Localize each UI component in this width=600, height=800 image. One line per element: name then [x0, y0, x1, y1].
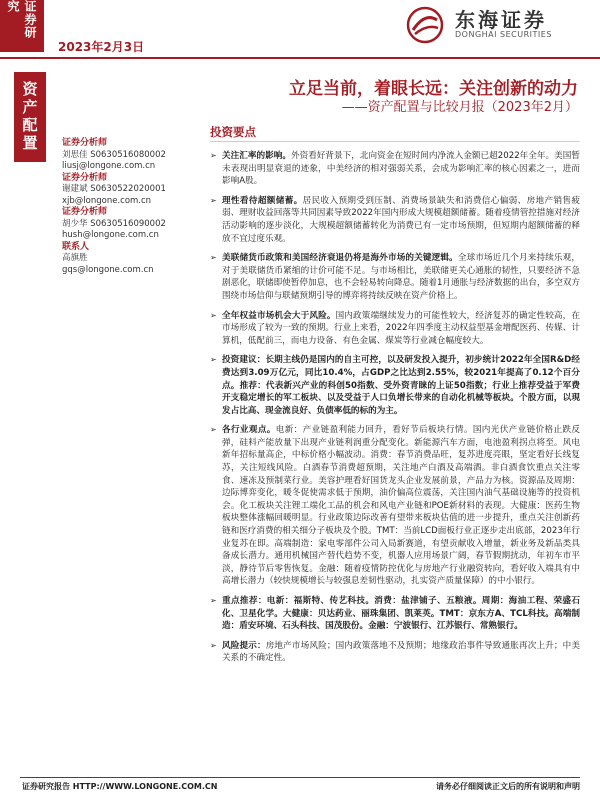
footer-divider: [20, 777, 580, 778]
bullet-point: [210, 640, 580, 665]
analyst-name: 胡少华 S0630516090002: [62, 218, 166, 229]
bullet-text: 居民收入预期受到压制、消费场景缺失和消费信心偏弱、房地产销售疲弱、理财收益回落等共同因素导致2022年国内形成大规模超额储蓄。随着疫情管控措施对经济活动影响的逐步淡化，大规模超额储蓄转化为消费已有一定市场预期，但短期内超额储蓄的释放不宜过度乐观。: [222, 195, 580, 244]
bullet-point: [210, 150, 580, 188]
analyst-email: hush@longone.com.cn: [62, 230, 159, 240]
bullet-heading: 美联储货币政策和美国经济衰退仍将是海外市场的关键逻辑。: [222, 253, 458, 264]
bullet-text: 房地产市场风险；国内政策落地不及预期；地缘政治事件导致通胀再次上升；中美关系的不确定性。: [222, 640, 580, 664]
analyst-email: liusj@longone.com.cn: [62, 161, 156, 171]
bullet-text: 全球市场近几个月来持续乐观，对于美联储货币紧缩的计价可能不足。与市场相比，美联储更关心通胀的韧性，只要经济不急剧恶化，联储即使暂停加息，也不会轻易转向降息。随着1月通胀与经济数据的出台，多空双方围绕市场信仰与联储预期引导的博弈将持续反映在资产价格上。: [222, 253, 580, 301]
analyst-entry: [62, 138, 202, 173]
bullet-bold-text: 长期主线仍是国内的自主可控，以及研发投入提升，初步统计2022年全国R&D经费达到3.09万亿元，同比10.4%，占GDP之比达到2.55%，较2021年提高了0.12个百分点。推荐：代表新兴产业的科创50指数、受外资青睐的上证50指数；行业上推荐受益于军费开支稳定增长的军工板块、以及受益于人口负增长带来的自动化机械等板块。个股方面，以現发占比高、现金流良好、负债率低的标的为主。: [222, 355, 580, 416]
bullet-point: [210, 252, 580, 302]
analyst-entry: [62, 173, 202, 208]
analyst-role: 证券分析师: [62, 207, 108, 217]
bullet-point: [210, 424, 580, 588]
bullet-heading: 投资建议：: [222, 355, 266, 366]
analyst-entry: [62, 242, 202, 277]
bullet-point: [210, 310, 580, 348]
analyst-email: xjb@longone.com.cn: [62, 195, 152, 206]
bullet-bold-text: 电新：福斯特、传艺科技。消费：盐津铺子、五粮液。周期：海油工程、荣盛石化、卫星化学。大健康：贝达药业、丽珠集团、凯莱英。TMT：京东方A、TCL科技。高端制造：盾安环境、石头科技、国茂股份。金融：宁波银行、江苏银行、常熟银行。: [222, 596, 580, 632]
key-points-body: [210, 150, 580, 672]
bullet-heading: 风险提示：: [222, 640, 266, 651]
analyst-name: 刘思佳 S0630516080002: [62, 149, 166, 160]
bullet-text: 外资看好背景下，北向资金在短时间内净流入金额已超2022年全年。美国暂未表现出明显衰退的迹象，中美经济的相对强弱关系，会成为影响汇率的核心因素之一，进而影响A股。: [222, 151, 580, 187]
category-tab: 资产配置: [14, 72, 46, 162]
bullet-point: [210, 595, 580, 633]
bullet-heading: 理性看待超额储蓄。: [222, 195, 303, 206]
bullet-text: 电新：产业链盈利能力回升，看好节后板块行情。国内光伏产业链价格止跌反弹，硅料产能放量下出现产业链利润重分配变化。新能源汽车方面，电池盈利拐点将至。风电新年招标量高企，中标价格小幅波动。消费：春节消费品旺，复苏进度亮眼，坚定看好长线复苏，关注短线风险。白酒春节消费超预期，关注地产白酒及高端酒。非白酒食饮重点关注零食、速冻及预制菜行业。美容护理看好国货龙头企业发展前景，产品力为核。资源品及周期：边际博弈变化，暖冬促使需求低于预期，油价偏高位震荡，关注国内油气基础设施等的投资机会。化工板块关注锂工端化工品的机会和风电产业链和POE新材料的表现。大健康：医药生物板块整体涨幅回暖明显。行业政策边际改善有望带来板块估值的进一步提升，重点关注创新药链和医疗消费的相关细分子板块及个股。TMT：当前LCD面板行业正逐步走出底部，2023年行业复苏在即。高端制造：家电零部件公司入局新赛道，有望贡献收入增量，新业务及新品类具备成长潜力。通用机械国产替代趋势不变，机器人应用场景广阔，春节假期扰动，年初车市平淡，静待节后零售恢复。金融：随着疫情防控优化与房地产行业融资转向，看好收入端具有中高增长潜力（较快规模增长与较强息差韧性驱动，扎实资产质量保障）的中小银行。: [222, 425, 580, 587]
report-subtitle: ——资产配置与比较月报（2023年2月）: [341, 100, 578, 115]
bullet-point: [210, 354, 580, 417]
footer-disclaimer: 请务必仔细阅读正文后的所有说明和声明: [436, 782, 580, 791]
report-title: 立足当前，着眼长远：关注创新的动力: [289, 79, 578, 99]
section-title: 投资要点: [210, 125, 256, 139]
analyst-role: 联系人: [62, 241, 90, 252]
analyst-name: 谢建斌 S0630522020001: [62, 184, 166, 194]
analyst-name: 高旗胜: [62, 253, 88, 263]
bullet-heading: 重点推荐：: [222, 596, 267, 606]
logo-text-cn: 东海证券: [455, 8, 547, 32]
bullet-heading: 各行业观点。: [222, 425, 276, 436]
analyst-role: 证券分析师: [62, 138, 108, 148]
header-divider: [0, 57, 600, 59]
bullet-point: [210, 195, 580, 245]
bullet-text: 国内政策端继续发力的可能性较大，经济复苏的确定性较高，在市场形成了较为一致的预期。行业上来看，2022年四季度主动权益型基金增配医药、传媒、计算机，低配前三，而电力设备、有色金属、煤炭等行业减仓幅度较大。: [222, 310, 580, 346]
logo-mark-icon: [405, 6, 445, 44]
logo-text-en: DONGHAI SECURITIES: [455, 30, 552, 39]
report-date: 2023年2月3日: [58, 40, 145, 54]
analyst-list: [62, 138, 202, 276]
company-logo: [405, 2, 590, 48]
analyst-role: 证券分析师: [62, 172, 108, 183]
report-type-tab: 证券研究: [0, 0, 44, 52]
section-divider: [210, 141, 580, 142]
footer-website: 证券研究报告 HTTP://WWW.LONGONE.COM.CN: [22, 782, 218, 791]
bullet-heading: 关注汇率的影响。: [222, 151, 291, 161]
analyst-email: gqs@longone.com.cn: [62, 264, 154, 275]
analyst-entry: [62, 207, 202, 242]
bullet-heading: 全年权益市场机会大于风险。: [222, 310, 336, 321]
